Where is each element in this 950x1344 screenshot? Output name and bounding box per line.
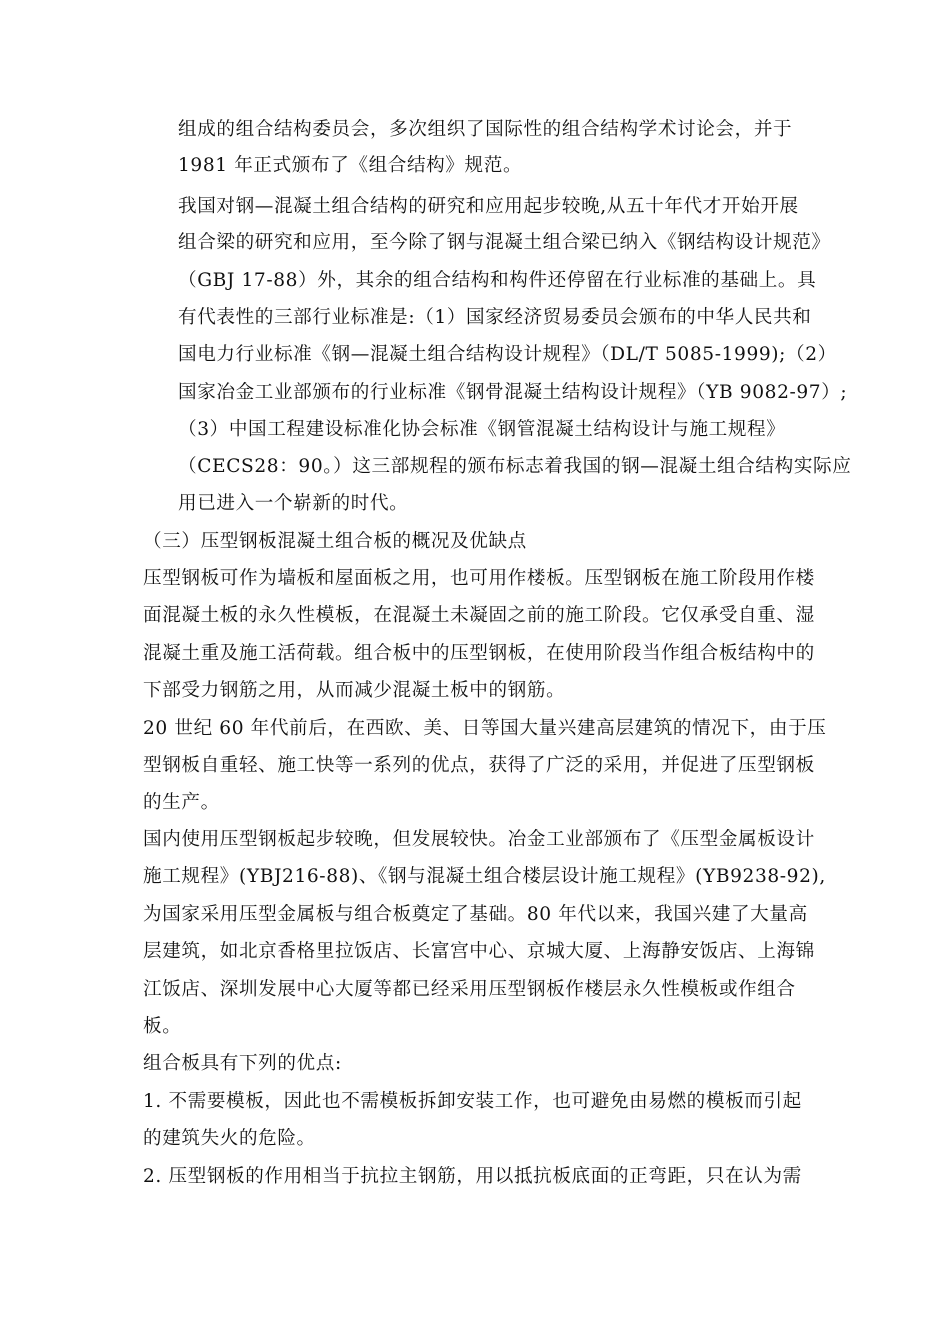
text-line: 压型钢板可作为墙板和屋面板之用，也可用作楼板。压型钢板在施工阶段用作楼 [143, 568, 815, 589]
text-line: 1. 不需要模板，因此也不需模板拆卸安装工作，也可避免由易燃的模板而引起 [143, 1091, 802, 1112]
text-line: 1981 年正式颁布了《组合结构》规范。 [178, 155, 523, 176]
text-line: 型钢板自重轻、施工快等一系列的优点，获得了广泛的采用，并促进了压型钢板 [143, 755, 815, 776]
text-line: （GBJ 17-88）外，其余的组合结构和构件还停留在行业标准的基础上。具 [178, 270, 817, 291]
text-line: 有代表性的三部行业标准是:（1）国家经济贸易委员会颁布的中华人民共和 [178, 307, 812, 328]
text-line: 20 世纪 60 年代前后，在西欧、美、日等国大量兴建高层建筑的情况下，由于压 [143, 718, 827, 739]
text-line: 为国家采用压型金属板与组合板奠定了基础。80 年代以来，我国兴建了大量高 [143, 904, 808, 925]
text-line: 层建筑，如北京香格里拉饭店、长富宫中心、京城大厦、上海静安饭店、上海锦 [143, 941, 815, 962]
text-line: 组成的组合结构委员会，多次组织了国际性的组合结构学术讨论会，并于 [178, 119, 793, 140]
text-line: 施工规程》(YBJ216-88)、《钢与混凝土组合楼层设计施工规程》(YB9238-92), [143, 866, 826, 887]
text-line: 我国对钢—混凝土组合结构的研究和应用起步较晚,从五十年代才开始开展 [178, 196, 799, 217]
text-line: 江饭店、深圳发展中心大厦等都已经采用压型钢板作楼层永久性模板或作组合 [143, 979, 796, 1000]
text-line: 的生产。 [143, 792, 220, 813]
text-line: 组合梁的研究和应用，至今除了钢与混凝土组合梁已纳入《钢结构设计规范》 [178, 232, 831, 253]
section-heading: （三）压型钢板混凝土组合板的概况及优缺点 [143, 531, 527, 552]
text-line: 组合板具有下列的优点: [143, 1053, 342, 1074]
text-line: 的建筑失火的危险。 [143, 1128, 316, 1149]
text-line: 面混凝土板的永久性模板，在混凝土未凝固之前的施工阶段。它仅承受自重、湿 [143, 605, 815, 626]
text-line: 混凝土重及施工活荷载。组合板中的压型钢板，在使用阶段当作组合板结构中的 [143, 643, 815, 664]
text-line: 国家冶金工业部颁布的行业标准《钢骨混凝土结构设计规程》（YB 9082-97）; [178, 382, 848, 403]
text-line: 下部受力钢筋之用，从而减少混凝土板中的钢筋。 [143, 680, 566, 701]
text-line: （CECS28：90。）这三部规程的颁布标志着我国的钢—混凝土组合结构实际应 [178, 456, 852, 477]
text-line: 国内使用压型钢板起步较晚，但发展较快。冶金工业部颁布了《压型金属板设计 [143, 829, 815, 850]
text-line: 用已进入一个崭新的时代。 [178, 493, 409, 514]
text-line: 板。 [143, 1016, 182, 1037]
text-line: 2. 压型钢板的作用相当于抗拉主钢筋，用以抵抗板底面的正弯距，只在认为需 [143, 1166, 802, 1187]
text-line: （3）中国工程建设标准化协会标准《钢管混凝土结构设计与施工规程》 [178, 419, 786, 440]
text-line: 国电力行业标准《钢—混凝土组合结构设计规程》（DL/T 5085-1999);（2） [178, 344, 837, 365]
